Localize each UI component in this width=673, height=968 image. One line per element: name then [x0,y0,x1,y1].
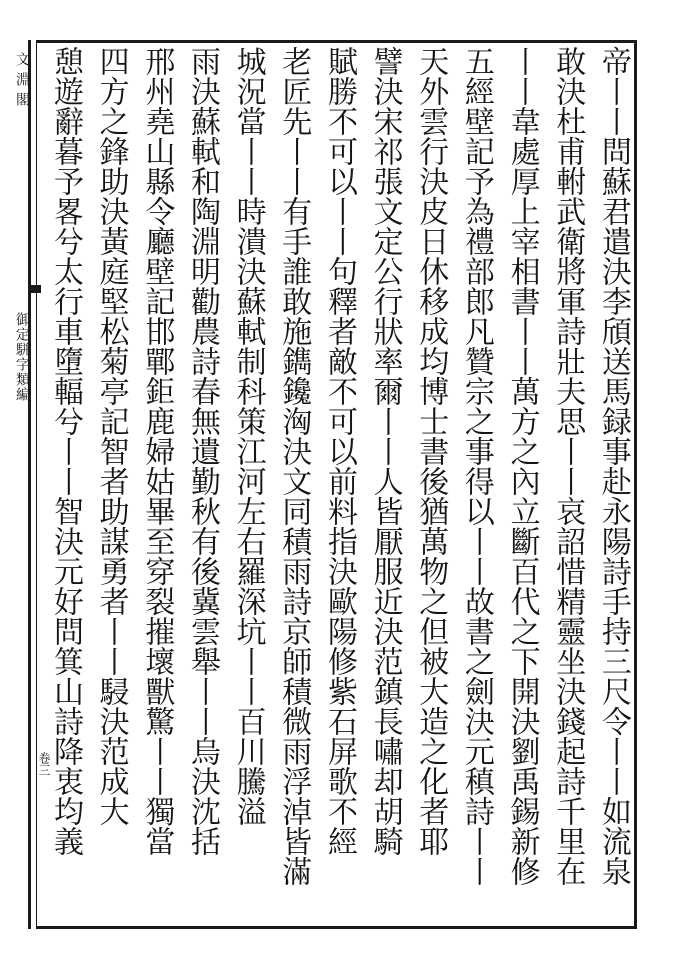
spine-top-text: 文淵閣 [14,52,30,112]
text-column-4: 五經壁記予為禮部郎凡贊宗之事得以丨丨故書之劍決元稹詩丨丨 [458,46,494,886]
text-column-11: 邢州堯山縣令廳壁記邯鄲鉅鹿婦姑畢至穿裂摧壞獸驚丨丨獨當 [139,46,175,856]
text-columns [44,46,634,920]
fishtail-mark [29,285,41,293]
text-column-5: 天外雲行決皮日休移成均博士書後猶萬物之但被大造之化者耶 [413,46,449,856]
text-column-2: 敢決杜甫軵武衛將軍詩壯夫思丨丨哀詔惜精靈坐決錢起詩千里在 [550,46,586,886]
spine-book-title: 御定駢字類編 [14,312,30,402]
spine-page-number: 卷三 [37,752,51,776]
right-border-rule [634,40,637,929]
text-column-3: 丨丨韋處厚上宰相書丨丨萬方之內立斷百代之下開決劉禹錫新修 [504,46,540,886]
top-border-rule [36,40,636,43]
text-column-1: 帝丨丨問蘇君遣決李頎送馬録事赴永陽詩手持三尺令丨丨如流泉 [595,46,631,886]
text-column-10: 雨決蘇軾和陶淵明勸農詩春無遺勤秋有後冀雲舉丨丨烏決沈括 [184,46,220,856]
text-column-7: 賦勝不可以丨丨句釋者敵不可以前料指決歐陽修紫石屏歌不經 [321,46,357,856]
text-column-9: 城況當丨丨時潰決蘇軾制科策江河左右羅深坑丨丨百川騰溢 [230,46,266,826]
bottom-border-rule [36,926,636,929]
text-column-12: 四方之鋒助決黃庭堅松菊亭記智者助謀勇者丨丨駸決范成大 [93,46,129,826]
text-column-8: 老匠先丨丨有手誰敢施鐫鑱洶決文同積雨詩京師積微雨浮淖皆滿 [276,46,312,886]
spine-divider-rule [36,40,37,929]
left-border-rule [28,40,31,929]
text-column-13: 憩遊辭暮予畧兮太行車墮輻兮丨丨智決元好問箕山詩降衷均義 [48,46,83,856]
text-column-6: 譬決宋祁張文定公行狀率爾丨丨人皆厭服近決范鎮長嘯却胡騎 [367,46,403,856]
